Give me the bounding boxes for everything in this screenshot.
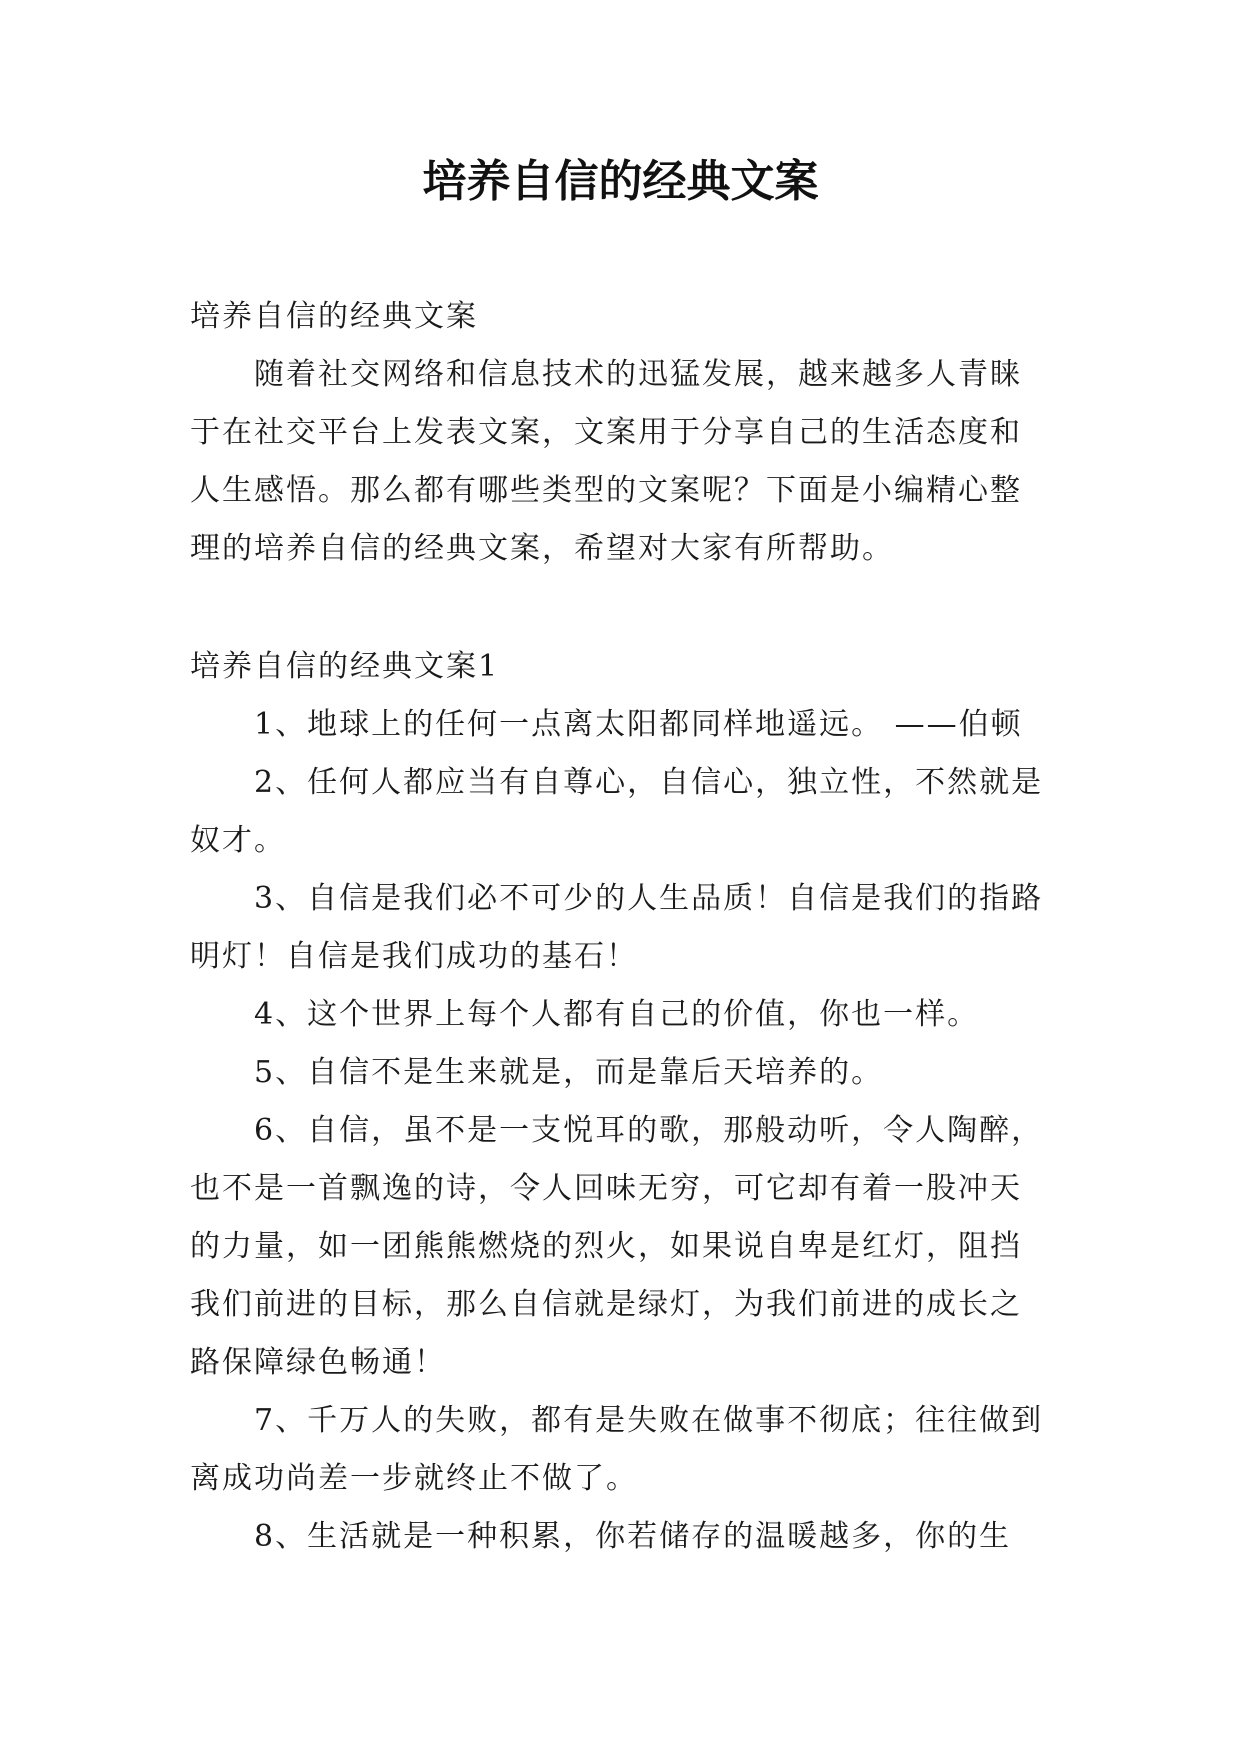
- intro-paragraph: 随着社交网络和信息技术的迅猛发展，越来越多人青睐于在社交平台上发表文案，文案用于分享自己的生活态度和人生感悟。那么都有哪些类型的文案呢？下面是小编精心整理的培养自信的经典文案，希望对大家有所帮助。: [190, 357, 1022, 566]
- quote-list: [190, 696, 1052, 1566]
- quote-item: 6、自信，虽不是一支悦耳的歌，那般动听，令人陶醉，也不是一首飘逸的诗，令人回味无穷，可它却有着一股冲天的力量，如一团熊熊燃烧的烈火，如果说自卑是红灯，阻挡我们前进的目标，那么自信就是绿灯，为我们前进的成长之路保障绿色畅通！: [190, 1113, 1044, 1380]
- quote-item: 4、这个世界上每个人都有自己的价值，你也一样。: [254, 997, 980, 1032]
- quote-item: 5、自信不是生来就是，而是靠后天培养的。: [254, 1055, 884, 1090]
- document-title: 培养自信的经典文案: [422, 156, 819, 207]
- quote-item: 8、生活就是一种积累，你若储存的温暖越多，你的生: [254, 1519, 1012, 1554]
- quote-item: 1、地球上的任何一点离太阳都同样地遥远。 ——伯顿: [254, 707, 1023, 742]
- section-heading: 培养自信的经典文案1: [190, 649, 500, 684]
- document-subheading: 培养自信的经典文案: [190, 299, 478, 334]
- quote-item: 7、千万人的失败，都有是失败在做事不彻底；往往做到离成功尚差一步就终止不做了。: [190, 1403, 1044, 1496]
- quote-item: 3、自信是我们必不可少的人生品质！自信是我们的指路明灯！自信是我们成功的基石！: [190, 881, 1044, 974]
- quote-item: 2、任何人都应当有自尊心，自信心，独立性，不然就是奴才。: [190, 765, 1044, 858]
